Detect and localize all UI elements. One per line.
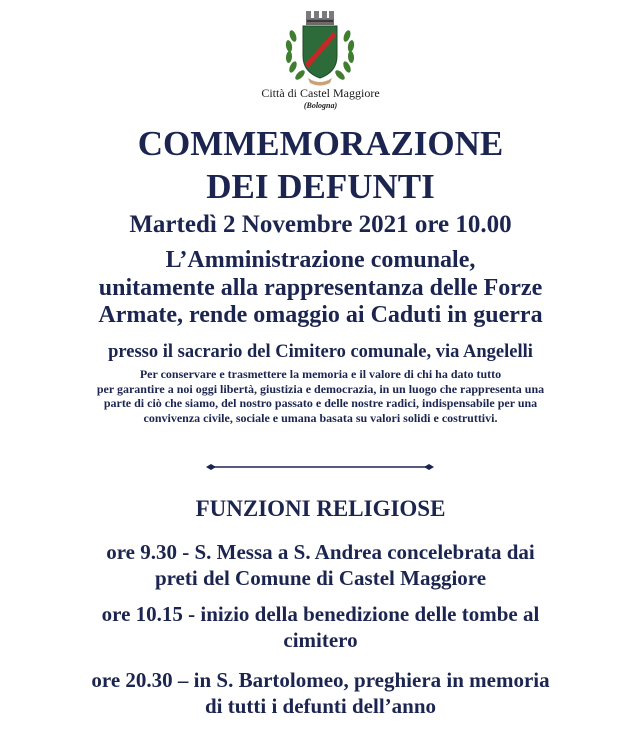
service-item — [10, 540, 631, 591]
paragraph-line: Per conservare e trasmettere la memoria e il valore di chi ha dato tutto — [139, 367, 502, 381]
section-divider — [206, 460, 434, 474]
ribbon-icon — [308, 78, 332, 86]
province-name: (Bologna) — [303, 101, 338, 110]
paragraph-line: convivenza civile, sociale e umana basata su valori solidi e costruttivi. — [143, 410, 498, 425]
page-title — [0, 122, 641, 208]
service-line: di tutti i defunti dell’anno — [204, 693, 437, 718]
service-line: cimitero — [283, 627, 358, 652]
lead-line: unitamente alla rappresentanza delle Forze — [98, 274, 543, 301]
service-item — [10, 602, 631, 653]
title-line: COMMEMORAZIONE — [137, 124, 504, 163]
city-crest-emblem — [275, 6, 365, 88]
lead-line: Armate, rende omaggio ai Caduti in guerra — [98, 302, 543, 328]
section-title: FUNZIONI RELIGIOSE — [195, 496, 446, 521]
lead-text — [0, 247, 641, 330]
crown-icon — [306, 11, 334, 25]
city-name: Città di Castel Maggiore — [261, 86, 380, 100]
service-line: ore 9.30 - S. Messa a S. Andrea concelebrata dai — [106, 540, 535, 564]
paragraph-line: per garantire a noi oggi libertà, giustizia e democrazia, in un luogo che rappresenta una — [96, 381, 545, 396]
service-item — [10, 668, 631, 719]
service-line: preti del Comune di Castel Maggiore — [154, 565, 487, 590]
description-paragraph — [40, 367, 601, 425]
service-line: ore 20.30 – in S. Bartolomeo, preghiera in memoria — [91, 668, 550, 692]
shield-icon — [303, 26, 337, 78]
title-line: DEI DEFUNTI — [206, 167, 435, 206]
event-date: Martedì 2 Novembre 2021 ore 10.00 — [129, 211, 512, 238]
lead-line: L’Amministrazione comunale, — [165, 247, 476, 273]
paragraph-line: parte di ciò che siamo, del nostro passato e delle nostre radici, indispensabile per una — [103, 396, 538, 410]
event-location: presso il sacrario del Cimitero comunale, via Angelelli — [108, 342, 533, 362]
service-line: ore 10.15 - inizio della benedizione delle tombe al — [101, 602, 540, 626]
